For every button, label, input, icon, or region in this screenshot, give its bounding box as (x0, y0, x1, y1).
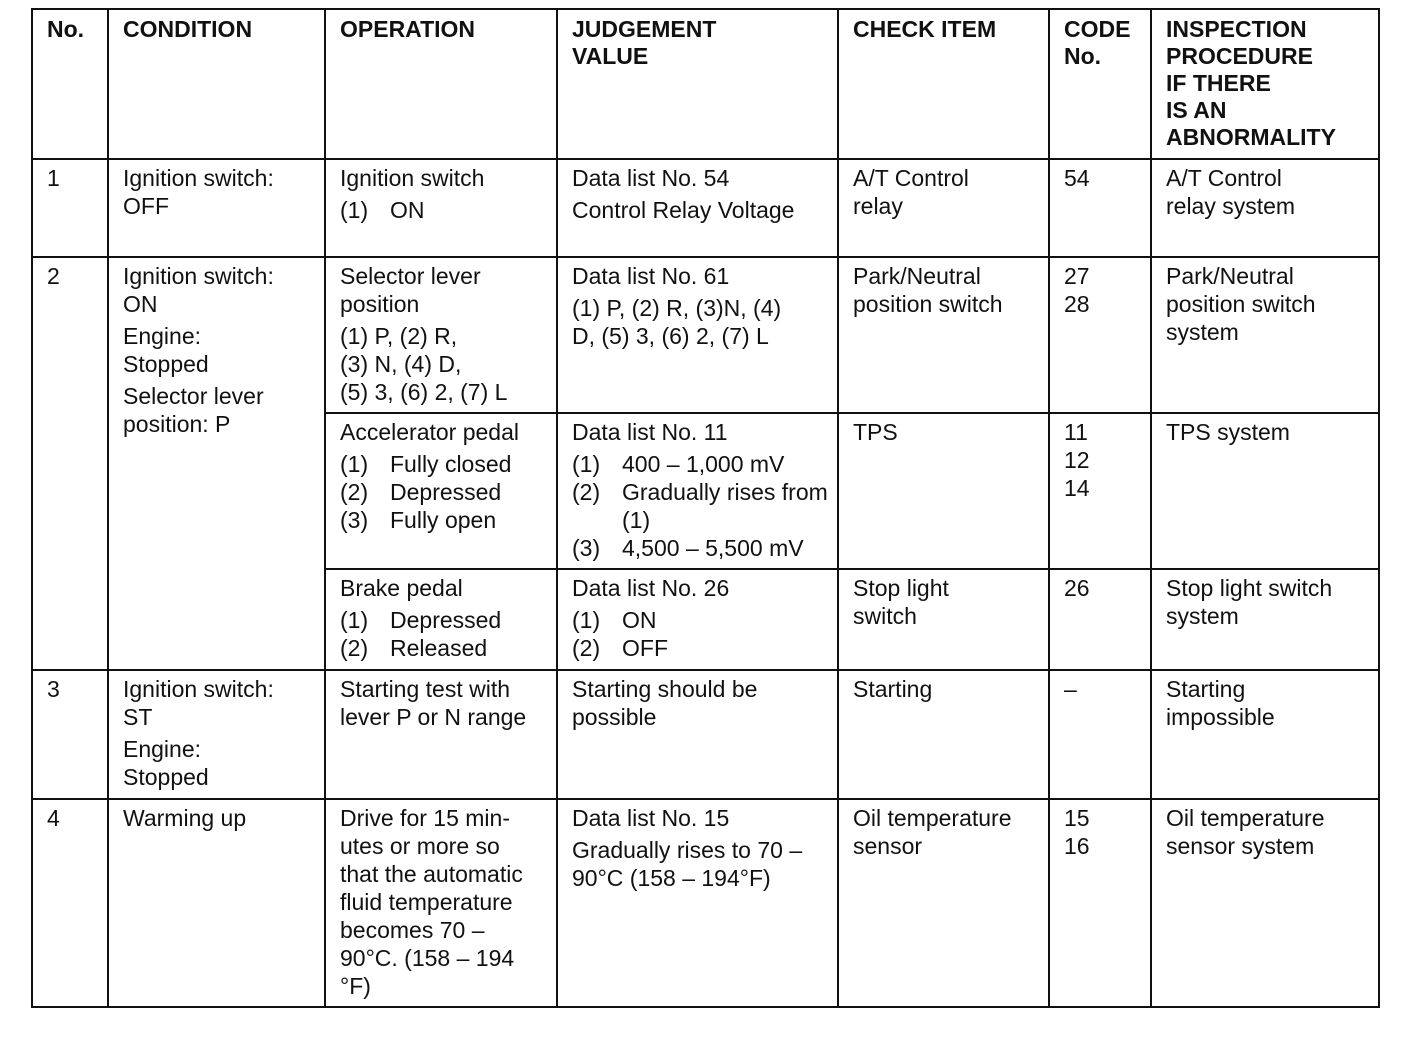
text-line: Stopped (123, 764, 209, 790)
text-line: Data list No. 54 (572, 165, 730, 191)
text-line: lever P or N range (340, 704, 527, 730)
item-number: (2) (572, 635, 601, 661)
text-line: A/T Control (1166, 165, 1282, 191)
item-number: (2) (340, 635, 369, 661)
text-line: system (1166, 603, 1239, 629)
item-number: (1) (340, 607, 369, 633)
cell-condition (108, 670, 325, 799)
cell-no: 3 (32, 670, 108, 799)
cell-operation (325, 799, 557, 1007)
text-line: position switch (1166, 291, 1316, 317)
cell-judgement (557, 670, 838, 799)
text-line: Data list No. 15 (572, 805, 730, 831)
text-line: 11 (1064, 419, 1088, 445)
item-number: (1) (572, 607, 601, 633)
text-line: 27 (1064, 263, 1090, 289)
header-inspection-line: INSPECTION (1166, 16, 1307, 42)
text-line: Data list No. 26 (572, 575, 730, 601)
text-line: Park/Neutral (853, 263, 981, 289)
text-line: relay (853, 193, 903, 219)
header-inspection-line: PROCEDURE (1166, 43, 1313, 69)
header-code (1049, 9, 1151, 159)
text-line: Starting (853, 676, 933, 702)
text-line: TPS (853, 419, 898, 445)
cell-inspection (1151, 257, 1379, 413)
item-text: Fully closed (390, 451, 512, 477)
item-number: (3) (340, 507, 369, 533)
table-row (32, 799, 1379, 1007)
text-line: ST (123, 704, 153, 730)
text-line: Data list No. 61 (572, 263, 730, 289)
text-line: 15 (1064, 805, 1090, 831)
item-number: (2) (572, 479, 601, 505)
text-line: 14 (1064, 475, 1090, 501)
header-inspection (1151, 9, 1379, 159)
cell-operation (325, 257, 557, 413)
text-line: Stop light (853, 575, 949, 601)
cell-code (1049, 569, 1151, 670)
table-row (32, 670, 1379, 799)
item-number: (3) (572, 535, 601, 561)
text-line: Data list No. 11 (572, 419, 728, 445)
text-line: position: P (123, 411, 231, 437)
item-number: (1) (340, 197, 369, 223)
text-line: A/T Control (853, 165, 969, 191)
text-line: Engine: (123, 736, 202, 762)
text-line: possible (572, 704, 657, 730)
text-line: position (340, 291, 420, 317)
item-text: ON (622, 607, 657, 633)
list-item (340, 196, 548, 224)
list-item (340, 606, 548, 634)
item-text: Fully open (390, 507, 497, 533)
header-no: No. (32, 9, 108, 159)
cell-judgement (557, 569, 838, 670)
cell-inspection (1151, 799, 1379, 1007)
text-line: Control Relay Voltage (572, 197, 795, 223)
cell-judgement (557, 159, 838, 257)
text-line: – (1064, 676, 1077, 702)
list-item (572, 534, 829, 562)
text-line: °F) (340, 973, 371, 999)
text-line: Ignition switch: (123, 263, 274, 289)
text-line: 26 (1064, 575, 1090, 601)
text-line: relay system (1166, 193, 1296, 219)
text-line: utes or more so (340, 833, 500, 859)
text-line: ON (123, 291, 158, 317)
text-line: Stopped (123, 351, 209, 377)
text-line: D, (5) 3, (6) 2, (7) L (572, 323, 769, 349)
list-item (572, 478, 829, 534)
text-line: Ignition switch: (123, 676, 274, 702)
text-line: Accelerator pedal (340, 419, 519, 445)
text-line: becomes 70 – (340, 917, 485, 943)
item-text: 4,500 – 5,500 mV (622, 535, 804, 561)
item-number: (1) (340, 451, 369, 477)
text-line: Starting should be (572, 676, 758, 702)
text-line: 12 (1064, 447, 1090, 473)
inspection-table (31, 8, 1380, 1008)
cell-no: 4 (32, 799, 108, 1007)
cell-code (1049, 799, 1151, 1007)
text-line: Oil temperature (1166, 805, 1325, 831)
cell-code (1049, 257, 1151, 413)
text-line: 28 (1064, 291, 1090, 317)
list-item (572, 450, 829, 478)
item-text: Gradually rises from (1) (622, 479, 828, 533)
cell-inspection (1151, 670, 1379, 799)
text-line: Starting (1166, 676, 1246, 702)
text-line: (3) N, (4) D, (340, 351, 462, 377)
text-line: Engine: (123, 323, 202, 349)
header-judgement-line: VALUE (572, 43, 649, 69)
cell-inspection (1151, 159, 1379, 257)
text-line: Stop light switch (1166, 575, 1333, 601)
item-text: ON (390, 197, 425, 223)
header-row (32, 9, 1379, 159)
item-text: Depressed (390, 479, 502, 505)
text-line: sensor (853, 833, 923, 859)
item-number: (2) (340, 479, 369, 505)
header-check-item: CHECK ITEM (838, 9, 1049, 159)
text-line: sensor system (1166, 833, 1315, 859)
header-inspection-line: ABNORMALITY (1166, 124, 1336, 150)
table-row (32, 159, 1379, 257)
text-line: fluid temperature (340, 889, 513, 915)
cell-judgement (557, 413, 838, 569)
table-row (32, 257, 1379, 413)
text-line: system (1166, 319, 1239, 345)
text-line: 90°C. (158 – 194 (340, 945, 515, 971)
text-line: 54 (1064, 165, 1090, 191)
item-text: Released (390, 635, 488, 661)
cell-operation (325, 569, 557, 670)
cell-code (1049, 670, 1151, 799)
text-line: Oil temperature (853, 805, 1012, 831)
text-line: Selector lever (123, 383, 264, 409)
cell-check-item (838, 799, 1049, 1007)
text-line: Park/Neutral (1166, 263, 1294, 289)
item-text: 400 – 1,000 mV (622, 451, 785, 477)
text-line: switch (853, 603, 917, 629)
text-line: 16 (1064, 833, 1090, 859)
header-code-line: CODE (1064, 16, 1131, 42)
header-code-line: No. (1064, 43, 1102, 69)
list-item (572, 606, 829, 634)
cell-operation (325, 159, 557, 257)
cell-no: 2 (32, 257, 108, 670)
text-line: that the automatic (340, 861, 523, 887)
text-line: Warming up (123, 805, 247, 831)
cell-check-item (838, 413, 1049, 569)
text-line: Starting test with (340, 676, 511, 702)
text-line: Gradually rises to 70 – (572, 837, 803, 863)
text-line: (1) P, (2) R, (340, 323, 458, 349)
cell-inspection (1151, 413, 1379, 569)
text-line: (1) P, (2) R, (3)N, (4) (572, 295, 782, 321)
list-item (340, 450, 548, 478)
text-line: 90°C (158 – 194°F) (572, 865, 771, 891)
list-item (340, 506, 548, 534)
header-condition: CONDITION (108, 9, 325, 159)
header-judgement (557, 9, 838, 159)
cell-operation (325, 413, 557, 569)
cell-check-item (838, 257, 1049, 413)
header-operation: OPERATION (325, 9, 557, 159)
list-item (340, 634, 548, 662)
text-line: Drive for 15 min- (340, 805, 510, 831)
text-line: (5) 3, (6) 2, (7) L (340, 379, 508, 405)
item-text: OFF (622, 635, 668, 661)
cell-code (1049, 413, 1151, 569)
list-item (340, 478, 548, 506)
text-line: Ignition switch (340, 165, 485, 191)
text-line: Brake pedal (340, 575, 463, 601)
header-judgement-line: JUDGEMENT (572, 16, 717, 42)
cell-condition (108, 257, 325, 670)
cell-check-item (838, 670, 1049, 799)
cell-operation (325, 670, 557, 799)
cell-judgement (557, 257, 838, 413)
item-text: Depressed (390, 607, 502, 633)
cell-condition (108, 799, 325, 1007)
cell-judgement (557, 799, 838, 1007)
cell-check-item (838, 159, 1049, 257)
header-inspection-line: IF THERE (1166, 70, 1271, 96)
text-line: position switch (853, 291, 1003, 317)
list-item (572, 634, 829, 662)
text-line: impossible (1166, 704, 1275, 730)
cell-check-item (838, 569, 1049, 670)
text-line: TPS system (1166, 419, 1290, 445)
cell-inspection (1151, 569, 1379, 670)
text-line: Ignition switch: (123, 165, 274, 191)
text-line: Selector lever (340, 263, 481, 289)
text-line: OFF (123, 193, 169, 219)
cell-code (1049, 159, 1151, 257)
cell-no: 1 (32, 159, 108, 257)
item-number: (1) (572, 451, 601, 477)
header-inspection-line: IS AN (1166, 97, 1227, 123)
cell-condition (108, 159, 325, 257)
